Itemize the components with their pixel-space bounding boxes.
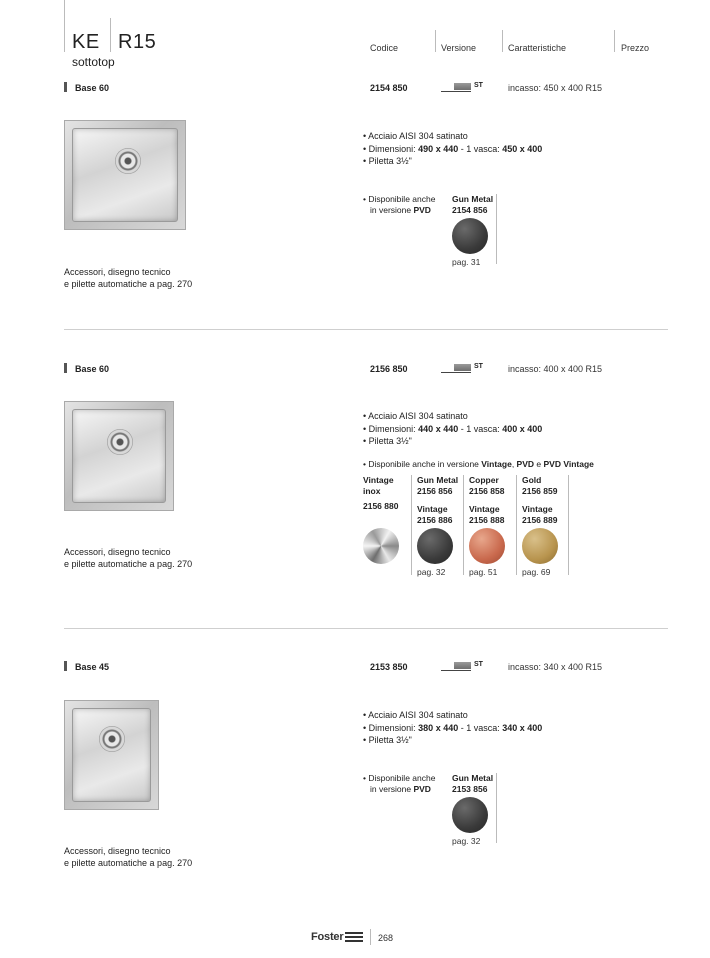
incasso-dimensions: incasso: 400 x 400 R15 [508,364,603,374]
variant-name: Vintage [363,475,394,485]
page-subtitle: sottotop [72,55,115,69]
vasca-value: 340 x 400 [502,722,543,733]
base-marker [64,363,67,373]
brand-name: Foster [311,931,344,943]
page-number: 268 [378,933,394,943]
variant-divider [516,475,517,575]
accessories-note [64,845,192,869]
dimensions-value: 440 x 440 [418,423,459,434]
column-header-codice: Codice [370,43,399,53]
accessories-line: Accessori, disegno tecnico [64,267,171,277]
dimensions-value: 490 x 440 [418,143,459,154]
gun-metal-swatch-icon [452,218,488,254]
base-marker [64,661,67,671]
column-header-versione: Versione [441,43,477,53]
incasso-dimensions: incasso: 450 x 400 R15 [508,83,603,93]
accessories-note [64,546,192,570]
version-color-swatch [454,364,471,371]
variant-vintage-code: 2156 889 [522,514,558,525]
variant-name: Gold [522,475,542,485]
variant-gun-metal [417,475,458,525]
section-divider [64,329,668,330]
availability-pvd: PVD [516,459,535,469]
accessories-line: Accessori, disegno tecnico [64,846,171,856]
sink-image [64,120,186,230]
variant-code: 2156 858 [469,485,505,496]
availability-line: • Disponibile anche [363,773,436,783]
variant-vintage-code: 2156 886 [417,514,453,525]
product-code: 2154 850 [370,83,408,93]
sink-basin [72,708,151,802]
product-code: 2153 850 [370,662,408,672]
variant-code: 2154 856 [452,204,488,215]
sink-image [64,700,159,810]
version-color-swatch [454,662,471,669]
variant-copper [469,475,504,525]
variant-name: Gun Metal [417,475,459,485]
availability-text: • Disponibile anche in versione [363,459,482,469]
base-marker [64,82,67,92]
variant-vintage-name: Vintage [417,504,448,514]
sink-image [64,401,174,511]
incasso-dimensions: incasso: 340 x 400 R15 [508,662,603,672]
version-badge: ST [474,661,483,668]
dimensions-label: • Dimensioni: [363,722,419,733]
feature-dimensions [363,423,542,436]
base-label: Base 60 [75,83,110,93]
variant-code: 2153 856 [452,783,488,794]
variant-vintage-inox [363,475,398,512]
feature-material: • Acciaio AISI 304 satinato [363,710,468,720]
variant-code: 2156 859 [522,485,558,496]
gold-swatch-icon [522,528,558,564]
variant-name: Copper [469,475,499,485]
variant-divider [568,475,569,575]
brand-stripes-icon [345,932,363,942]
variant-code: 2156 856 [417,485,453,496]
variant-vintage-name: Vintage [522,504,553,514]
footer-logo [311,931,363,943]
page-title-model: KE [72,31,100,53]
variant-divider [411,475,412,575]
availability-note [363,459,594,470]
version-color-swatch [454,83,471,90]
version-badge: ST [474,82,483,89]
availability-separator: , [511,459,517,469]
sink-basin [72,409,166,503]
vasca-label: - 1 vasca: [458,722,503,733]
drain-icon [115,148,141,174]
feature-list [363,130,542,168]
gun-metal-swatch-icon [452,797,488,833]
availability-pvd-vintage: PVD Vintage [543,459,594,469]
variant-vintage-code: 2156 888 [469,514,505,525]
availability-pvd: PVD [413,204,431,215]
title-divider [110,18,111,52]
page-reference: pag. 32 [417,567,446,577]
page-reference: pag. 69 [522,567,551,577]
availability-separator: e [534,459,544,469]
column-header-prezzo: Prezzo [621,43,650,53]
feature-piletta: • Piletta 3½" [363,156,412,166]
availability-vintage: Vintage [481,459,512,469]
availability-line [363,784,435,795]
variant-name: inox [363,485,381,496]
feature-piletta: • Piletta 3½" [363,735,412,745]
feature-material: • Acciaio AISI 304 satinato [363,411,468,421]
variant-gold [522,475,557,525]
accessories-line: e pilette automatiche a pag. 270 [64,279,193,289]
drain-icon [99,726,125,752]
product-code: 2156 850 [370,364,408,374]
version-swatch [441,83,483,93]
feature-dimensions [363,722,542,735]
accessories-line: Accessori, disegno tecnico [64,547,171,557]
page-reference: pag. 31 [452,257,481,267]
base-label: Base 45 [75,662,110,672]
version-underline [441,372,471,373]
version-badge: ST [474,363,483,370]
availability-line [363,205,435,216]
variant-gun-metal [452,194,493,215]
version-swatch [441,662,483,672]
availability-line: • Disponibile anche [363,194,436,204]
drain-icon [107,429,133,455]
section-divider [64,628,668,629]
availability-note [363,194,435,215]
page-title-series: R15 [118,31,157,53]
availability-pvd: PVD [413,783,431,794]
variant-divider [496,194,497,264]
column-divider [614,30,615,52]
accessories-line: e pilette automatiche a pag. 270 [64,559,193,569]
feature-material: • Acciaio AISI 304 satinato [363,131,468,141]
sink-basin [72,128,178,222]
accessories-note [64,266,192,290]
variant-vintage-name: Vintage [469,504,500,514]
feature-list [363,410,542,448]
variant-name: Gun Metal [452,194,494,204]
version-underline [441,91,471,92]
feature-piletta: • Piletta 3½" [363,436,412,446]
feature-list [363,709,542,747]
gun-metal-swatch-icon [417,528,453,564]
page-reference: pag. 32 [452,836,481,846]
availability-text: in versione [370,204,414,215]
vasca-value: 450 x 400 [502,143,543,154]
page-reference: pag. 51 [469,567,498,577]
variant-divider [496,773,497,843]
availability-text: in versione [370,783,414,794]
column-divider [435,30,436,52]
column-header-caratteristiche: Caratteristiche [508,43,567,53]
vasca-value: 400 x 400 [502,423,543,434]
accessories-line: e pilette automatiche a pag. 270 [64,858,193,868]
variant-name: Gun Metal [452,773,494,783]
variant-code: 2156 880 [363,501,399,511]
vintage-inox-swatch-icon [363,528,399,564]
version-swatch [441,364,483,374]
variant-divider [463,475,464,575]
header-left-divider [64,0,65,52]
variant-gun-metal [452,773,493,794]
footer-divider [370,929,371,945]
feature-dimensions [363,143,542,156]
vasca-label: - 1 vasca: [458,423,503,434]
availability-note [363,773,435,794]
dimensions-value: 380 x 440 [418,722,459,733]
copper-swatch-icon [469,528,505,564]
base-label: Base 60 [75,364,110,374]
vasca-label: - 1 vasca: [458,143,503,154]
dimensions-label: • Dimensioni: [363,423,419,434]
version-underline [441,670,471,671]
dimensions-label: • Dimensioni: [363,143,419,154]
column-divider [502,30,503,52]
